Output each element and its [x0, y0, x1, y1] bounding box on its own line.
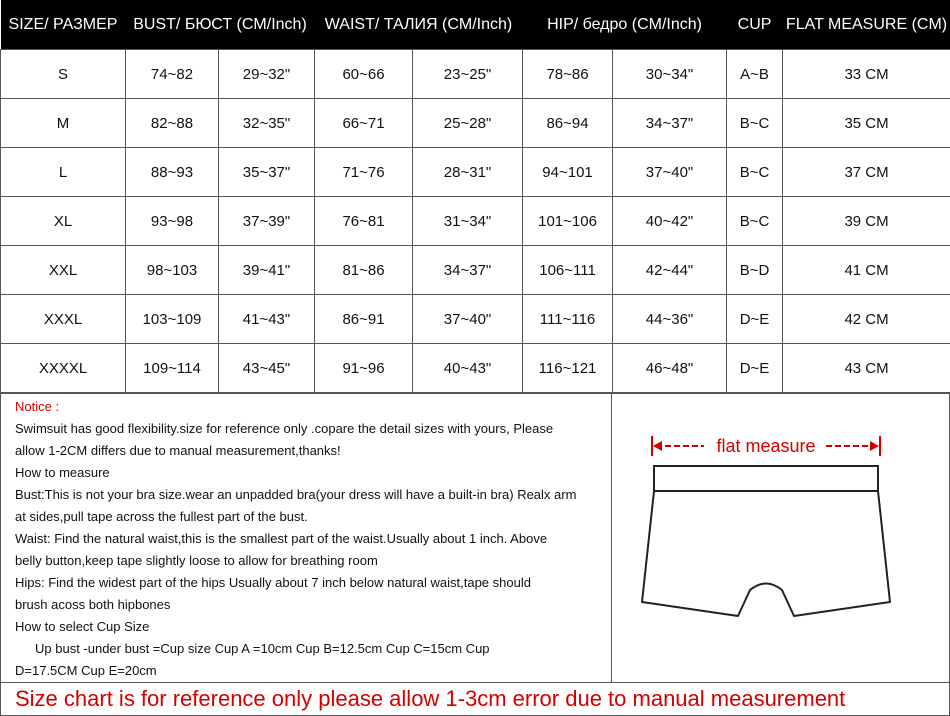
table-row: [1, 99, 950, 148]
table-cell: XXL: [1, 246, 126, 295]
note-line: Bust:This is not your bra size.wear an unpadded bra(your dress will have a built-in bra) Realx arm: [15, 487, 577, 502]
note-line: Hips: Find the widest part of the hips Usually about 7 inch below natural waist,tape should: [15, 575, 531, 590]
table-cell: 91~96: [315, 344, 413, 393]
table-cell: 28~31": [413, 148, 523, 197]
table-cell: 78~86: [523, 50, 613, 99]
table-cell: 44~36": [613, 295, 727, 344]
notes-lines: [15, 418, 605, 638]
table-row: [1, 50, 950, 99]
table-cell: 34~37": [413, 246, 523, 295]
note-line: at sides,pull tape across the fullest part of the bust.: [15, 509, 308, 524]
table-cell: 76~81: [315, 197, 413, 246]
table-cell: 33 CM: [783, 50, 950, 99]
table-cell: 88~93: [126, 148, 219, 197]
table-cell: 94~101: [523, 148, 613, 197]
table-cell: 37~39": [219, 197, 315, 246]
table-cell: 35 CM: [783, 99, 950, 148]
flat-measure-label: flat measure: [716, 436, 816, 456]
note-line: Waist: Find the natural waist,this is the smallest part of the waist.Usually about 1 inch. Above: [15, 531, 548, 546]
table-cell: XXXL: [1, 295, 126, 344]
header-bust: BUST/ БЮСТ (CM/Inch): [126, 0, 315, 50]
table-cell: 35~37": [219, 148, 315, 197]
note-line: Swimsuit has good flexibility.size for reference only .copare the detail sizes with yours, Please: [15, 421, 554, 436]
table-cell: L: [1, 148, 126, 197]
table-row: [1, 197, 950, 246]
table-cell: 109~114: [126, 344, 219, 393]
table-cell: D~E: [727, 295, 783, 344]
table-cell: M: [1, 99, 126, 148]
table-cell: B~D: [727, 246, 783, 295]
footer-disclaimer: Size chart is for reference only please allow 1-3cm error due to manual measurement: [0, 683, 950, 716]
table-cell: 29~32": [219, 50, 315, 99]
note-line: allow 1-2CM differs due to manual measurement,thanks!: [15, 443, 341, 458]
table-body: [1, 50, 950, 393]
table-cell: 46~48": [613, 344, 727, 393]
table-cell: 25~28": [413, 99, 523, 148]
waistband-shape: [654, 466, 878, 491]
table-cell: 116~121: [523, 344, 613, 393]
notice-label: Notice :: [15, 399, 60, 414]
table-cell: 31~34": [413, 197, 523, 246]
table-cell: 37~40": [613, 148, 727, 197]
table-cell: 37 CM: [783, 148, 950, 197]
table-cell: 41 CM: [783, 246, 950, 295]
table-cell: 103~109: [126, 295, 219, 344]
table-row: [1, 246, 950, 295]
table-cell: 93~98: [126, 197, 219, 246]
table-cell: XXXXL: [1, 344, 126, 393]
table-cell: B~C: [727, 99, 783, 148]
table-cell: 34~37": [613, 99, 727, 148]
table-cell: 40~42": [613, 197, 727, 246]
table-header-row: [1, 0, 950, 50]
note-line: How to select Cup Size: [15, 619, 150, 634]
table-cell: A~B: [727, 50, 783, 99]
table-row: [1, 148, 950, 197]
table-cell: 66~71: [315, 99, 413, 148]
header-cup: CUP: [727, 0, 783, 50]
table-cell: 71~76: [315, 148, 413, 197]
table-cell: 41~43": [219, 295, 315, 344]
cup-size-line-1: Up bust -under bust =Cup size Cup A =10cm Cup B=12.5cm Cup C=15cm Cup: [35, 641, 490, 656]
table-cell: 81~86: [315, 246, 413, 295]
table-cell: 43 CM: [783, 344, 950, 393]
table-row: [1, 344, 950, 393]
table-cell: 82~88: [126, 99, 219, 148]
table-cell: 74~82: [126, 50, 219, 99]
note-line: belly button,keep tape slightly loose to allow for breathing room: [15, 553, 378, 568]
table-cell: 39~41": [219, 246, 315, 295]
table-cell: 101~106: [523, 197, 613, 246]
table-cell: B~C: [727, 148, 783, 197]
flat-measure-figure: [612, 393, 950, 683]
table-row: [1, 295, 950, 344]
table-cell: 98~103: [126, 246, 219, 295]
table-cell: 23~25": [413, 50, 523, 99]
table-cell: 39 CM: [783, 197, 950, 246]
header-hip: HIP/ бедро (CM/Inch): [523, 0, 727, 50]
table-cell: 106~111: [523, 246, 613, 295]
header-size: SIZE/ РАЗМЕР: [1, 0, 126, 50]
notes-panel: [0, 393, 612, 683]
table-cell: 43~45": [219, 344, 315, 393]
table-cell: 37~40": [413, 295, 523, 344]
table-cell: 86~94: [523, 99, 613, 148]
cup-size-line-2: D=17.5CM Cup E=20cm: [15, 663, 157, 678]
header-waist: WAIST/ ТАЛИЯ (CM/Inch): [315, 0, 523, 50]
note-line: brush acoss both hipbones: [15, 597, 171, 612]
table-cell: D~E: [727, 344, 783, 393]
table-cell: 30~34": [613, 50, 727, 99]
header-flat-measure: FLAT MEASURE (CM): [783, 0, 950, 50]
note-line: How to measure: [15, 465, 110, 480]
table-cell: 60~66: [315, 50, 413, 99]
table-cell: 42 CM: [783, 295, 950, 344]
table-cell: B~C: [727, 197, 783, 246]
table-cell: 86~91: [315, 295, 413, 344]
table-cell: S: [1, 50, 126, 99]
table-cell: 32~35": [219, 99, 315, 148]
table-cell: 42~44": [613, 246, 727, 295]
swim-shorts-icon: [612, 394, 950, 684]
shorts-body-shape: [642, 491, 890, 616]
table-cell: XL: [1, 197, 126, 246]
table-cell: 40~43": [413, 344, 523, 393]
table-cell: 111~116: [523, 295, 613, 344]
